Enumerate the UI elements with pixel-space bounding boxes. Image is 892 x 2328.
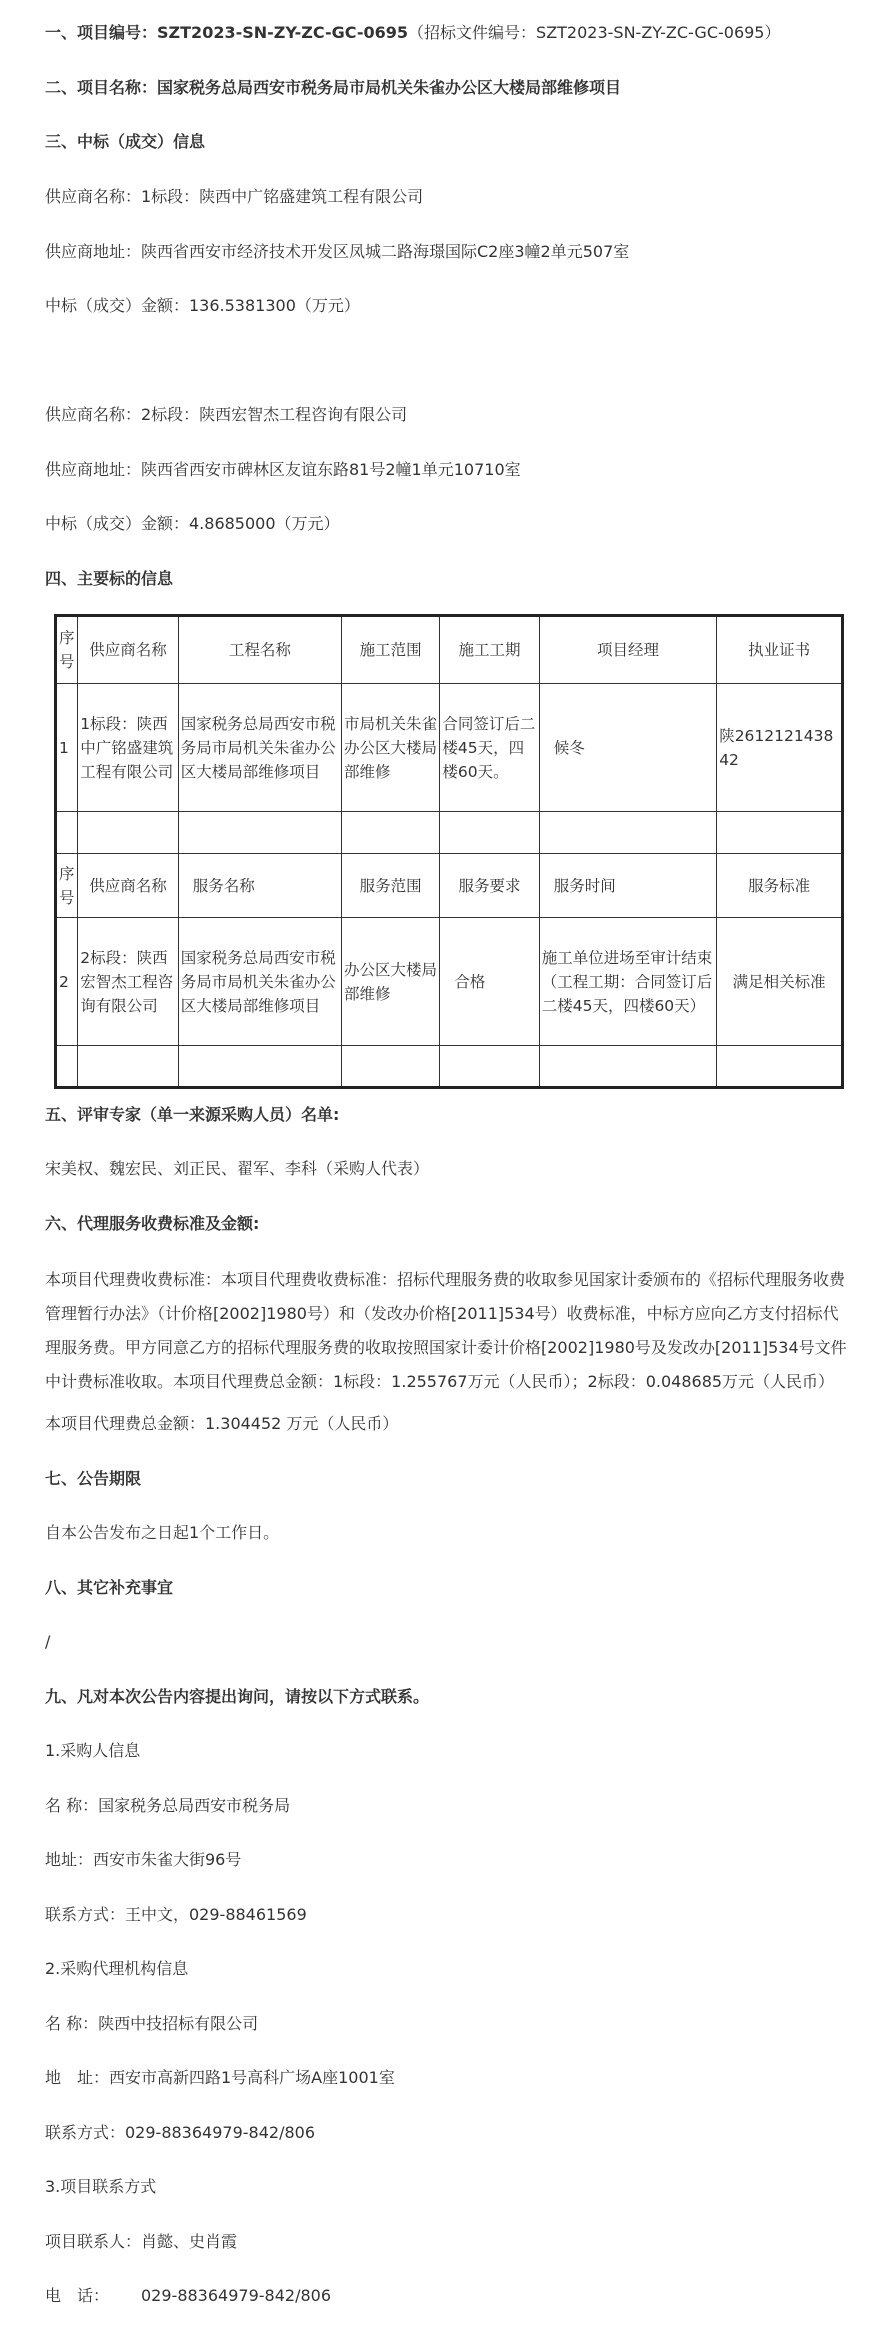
table-header-cell: 服务要求 bbox=[440, 854, 539, 918]
buyer-address: 地址：西安市朱雀大街96号 bbox=[45, 1850, 242, 1869]
section-4-title: 四、主要标的信息 bbox=[45, 569, 174, 588]
section-9-title: 九、凡对本次公告内容提出询问，请按以下方式联系。 bbox=[45, 1687, 430, 1706]
phone-label: 电 话： bbox=[45, 2286, 110, 2305]
table-cell: 1 bbox=[56, 684, 78, 812]
fee-total: 本项目代理费总金额：1.304452 万元（人民币） bbox=[45, 1414, 399, 1433]
fee-paragraph-line: 理服务费。甲方同意乙方的招标代理服务费的收取按照国家计委计价格[2002]1980号及发改办[2011]534号文件 bbox=[45, 1338, 847, 1357]
project-contact-people: 项目联系人：肖懿、史肖霞 bbox=[45, 2232, 238, 2251]
table-cell: 陕261212143842 bbox=[717, 684, 843, 812]
table-cell: 办公区大楼局部维修 bbox=[341, 918, 439, 1046]
fee-standard-paragraph bbox=[45, 1263, 855, 1399]
supplier-address-2: 供应商地址：陕西省西安市碑林区友谊东路81号2幢1单元10710室 bbox=[45, 460, 521, 479]
section-8-title: 八、其它补充事宜 bbox=[45, 1578, 174, 1597]
section-3-title: 三、中标（成交）信息 bbox=[45, 132, 206, 151]
table-empty-row bbox=[56, 812, 843, 854]
tender-doc-number: （招标文件编号：SZT2023-SN-ZY-ZC-GC-0695） bbox=[408, 23, 781, 42]
table-cell: 国家税务总局西安市税务局市局机关朱雀办公区大楼局部维修项目 bbox=[178, 684, 341, 812]
table-header-row bbox=[56, 616, 843, 684]
table-row bbox=[56, 918, 843, 1046]
project-contact-phone-line bbox=[45, 2284, 331, 2308]
table-header-cell: 服务时间 bbox=[539, 854, 716, 918]
supplementary-text: / bbox=[45, 1632, 51, 1651]
table-cell: 合格 bbox=[440, 918, 539, 1046]
table-header-cell: 服务名称 bbox=[178, 854, 341, 918]
section-6-title: 六、代理服务收费标准及金额: bbox=[45, 1214, 260, 1233]
award-amount-2: 中标（成交）金额：4.8685000（万元） bbox=[45, 514, 340, 533]
table-header-cell: 供应商名称 bbox=[78, 854, 178, 918]
table-header-cell: 服务标准 bbox=[717, 854, 843, 918]
table-cell: 2标段：陕西宏智杰工程咨询有限公司 bbox=[78, 918, 178, 1046]
table-row bbox=[56, 684, 843, 812]
table-header-cell: 项目经理 bbox=[539, 616, 716, 684]
table-header-cell: 执业证书 bbox=[717, 616, 843, 684]
table-header-cell: 供应商名称 bbox=[78, 616, 178, 684]
table-cell: 2 bbox=[56, 918, 78, 1046]
buyer-heading: 1.采购人信息 bbox=[45, 1741, 141, 1760]
table-header-cell: 序号 bbox=[56, 854, 78, 918]
supplier-name-1: 供应商名称：1标段：陕西中广铭盛建筑工程有限公司 bbox=[45, 187, 424, 206]
section-2-title: 二、项目名称：国家税务总局西安市税务局市局机关朱雀办公区大楼局部维修项目 bbox=[45, 78, 622, 97]
fee-paragraph-line: 管理暂行办法》（计价格[2002]1980号）和（发改办价格[2011]534号）收费标准，中标方应向乙方支付招标代 bbox=[45, 1304, 839, 1323]
table-header-cell: 工程名称 bbox=[178, 616, 341, 684]
table-empty-row bbox=[56, 1046, 843, 1088]
supplier-address-1: 供应商地址：陕西省西安市经济技术开发区凤城二路海璟国际C2座3幢2单元507室 bbox=[45, 242, 630, 261]
agency-contact: 联系方式：029-88364979-842/806 bbox=[45, 2123, 315, 2142]
fee-paragraph-line: 本项目代理费收费标准：本项目代理费收费标准：招标代理服务费的收取参见国家计委颁布的《招标代理服务收费 bbox=[45, 1270, 846, 1289]
subject-info-table bbox=[54, 614, 844, 1089]
table-header-cell: 施工工期 bbox=[440, 616, 539, 684]
buyer-contact: 联系方式：王中文，029-88461569 bbox=[45, 1905, 307, 1924]
buyer-name: 名 称：国家税务总局西安市税务局 bbox=[45, 1796, 291, 1815]
supplier-name-2: 供应商名称：2标段：陕西宏智杰工程咨询有限公司 bbox=[45, 405, 408, 424]
table-cell: 施工单位进场至审计结束（工程工期：合同签订后二楼45天，四楼60天） bbox=[539, 918, 716, 1046]
table-header-row bbox=[56, 854, 843, 918]
notice-period: 自本公告发布之日起1个工作日。 bbox=[45, 1523, 280, 1542]
expert-list: 宋美权、魏宏民、刘正民、翟军、李科（采购人代表） bbox=[45, 1159, 430, 1178]
project-code: SZT2023-SN-ZY-ZC-GC-0695 bbox=[157, 23, 409, 42]
agency-heading: 2.采购代理机构信息 bbox=[45, 1959, 189, 1978]
project-number-line bbox=[45, 21, 780, 45]
table-cell: 候冬 bbox=[539, 684, 716, 812]
section-7-title: 七、公告期限 bbox=[45, 1469, 142, 1488]
table-cell: 市局机关朱雀办公区大楼局部维修 bbox=[341, 684, 439, 812]
section-5-title: 五、评审专家（单一来源采购人员）名单: bbox=[45, 1105, 340, 1124]
table-cell: 合同签订后二楼45天，四楼60天。 bbox=[440, 684, 539, 812]
table-cell: 1标段：陕西中广铭盛建筑工程有限公司 bbox=[78, 684, 178, 812]
project-phone: 029-88364979-842/806 bbox=[141, 2286, 331, 2305]
table-cell: 满足相关标准 bbox=[717, 918, 843, 1046]
agency-address: 地 址：西安市高新四路1号高科广场A座1001室 bbox=[45, 2068, 395, 2087]
agency-name: 名 称：陕西中技招标有限公司 bbox=[45, 2014, 259, 2033]
section-1-title: 一、项目编号： bbox=[45, 23, 158, 42]
project-contact-heading: 3.项目联系方式 bbox=[45, 2177, 157, 2196]
award-amount-1: 中标（成交）金额：136.5381300（万元） bbox=[45, 296, 360, 315]
table-header-cell: 施工范围 bbox=[341, 616, 439, 684]
table-cell: 国家税务总局西安市税务局市局机关朱雀办公区大楼局部维修项目 bbox=[178, 918, 341, 1046]
table-header-cell: 服务范围 bbox=[341, 854, 439, 918]
table-header-cell: 序号 bbox=[56, 616, 78, 684]
fee-paragraph-line: 中计费标准收取。本项目代理费总金额：1标段：1.255767万元（人民币）；2标段：0.048685万元（人民币） bbox=[45, 1372, 835, 1391]
